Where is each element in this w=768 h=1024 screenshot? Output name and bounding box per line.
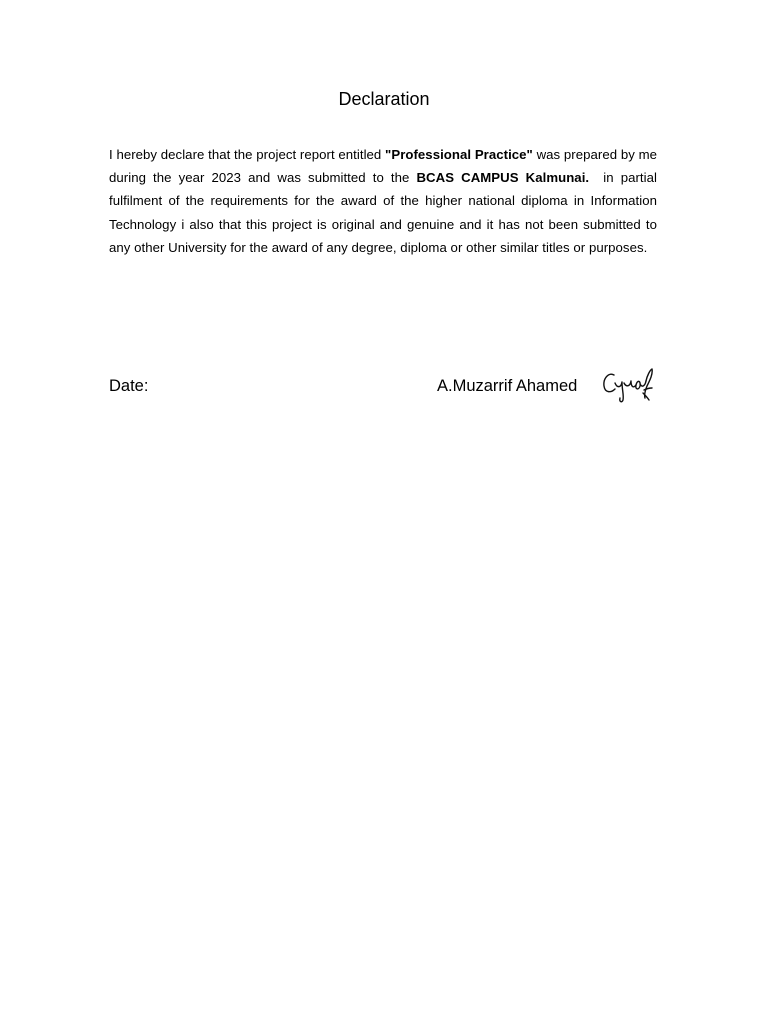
- page-title: Declaration: [338, 89, 430, 109]
- signer-name: A.Muzarrif Ahamed: [437, 377, 578, 395]
- date-label: Date:: [109, 377, 149, 395]
- paragraph-text-2: was prepared by me during the year 2023 and was submitted to the: [109, 147, 658, 186]
- declaration-paragraph: [109, 143, 661, 259]
- paragraph-text-3: in partial fulfilment of the requirements for the award of the higher national diploma in Information Technology i also that this project is original and genuine and it has not been submitted to any other University for the award of any degree, diploma or other similar titles or purposes.: [109, 170, 661, 255]
- paragraph-text-1: I hereby declare that the project report entitled: [109, 147, 386, 162]
- institution-name: BCAS CAMPUS Kalmunai.: [416, 170, 590, 186]
- project-name: "Professional Practice": [385, 147, 533, 162]
- handwritten-signature: [600, 366, 656, 404]
